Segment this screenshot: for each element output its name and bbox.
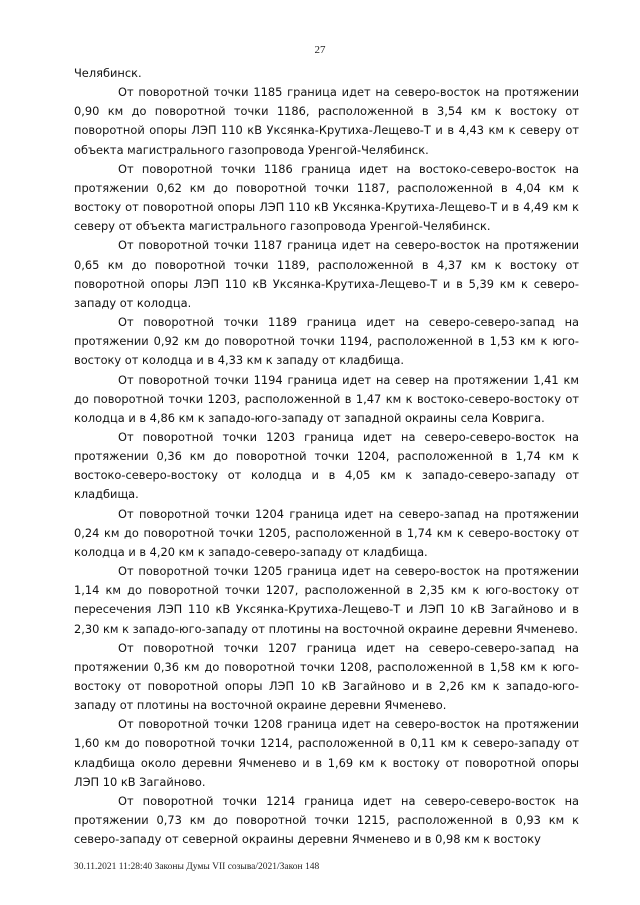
paragraph: От поворотной точки 1187 граница идет на северо-восток на протяжении 0,65 км до поворотной точки 1189, расположенной в 4,37 км к востоку от поворотной опоры ЛЭП 110 кВ Уксянка-Крутиха-Лещево-Т и в 5,39 км к северо-западу от колодца. [74,238,579,310]
paragraph: От поворотной точки 1205 граница идет на северо-восток на протяжении 1,14 км до поворотной точки 1207, расположенной в 2,35 км к юго-востоку от пересечения ЛЭП 110 кВ Уксянка-Крутиха-Лещево-Т и ЛЭП 10 кВ Загайново и в 2,30 км к западо-юго-западу от плотины на восточной окраине деревни Ячменево. [74,564,579,636]
paragraph: От поворотной точки 1189 граница идет на северо-северо-запад на протяжении 0,92 км до поворотной точки 1194, расположенной в 1,53 км к юго-востоку от колодца и в 4,33 км к западу от кладбища. [74,315,579,368]
paragraph: От поворотной точки 1185 граница идет на северо-восток на протяжении 0,90 км до поворотной точки 1186, расположенной в 3,54 км к востоку от поворотной опоры ЛЭП 110 кВ Уксянка-Крутиха-Лещево-Т и в 4,43 км к северу от объекта магистрального газопровода Уренгой-Челябинск. [74,85,579,157]
paragraph: От поворотной точки 1194 граница идет на север на протяжении 1,41 км до поворотной точки 1203, расположенной в 1,47 км к востоко-северо-востоку от колодца и в 4,86 км к западо-юго-западу от западной окраины села Коврига. [74,372,579,425]
paragraph: Челябинск. [74,66,142,80]
paragraph: От поворотной точки 1186 граница идет на востоко-северо-восток на протяжении 0,62 км до поворотной точки 1187, расположенной в 4,04 км к востоку от поворотной опоры ЛЭП 110 кВ Уксянка-Крутиха-Лещево-Т и в 4,49 км к северу от объекта магистрального газопровода Уренгой-Челябинск. [74,161,579,234]
paragraph: От поворотной точки 1214 граница идет на северо-северо-восток на протяжении 0,73 км до поворотной точки 1215, расположенной в 0,93 км к северо-западу от северной окраины деревни Ячменево и в 0,98 км к востоку [74,793,579,847]
document-footer: 30.11.2021 11:28:40 Законы Думы VII созыва/2021/Закон 148 [74,862,320,872]
page-number: 27 [314,44,326,56]
document-body [74,64,579,849]
paragraph: От поворотной точки 1204 граница идет на северо-запад на протяжении 0,24 км до поворотной точки 1205, расположенной в 1,74 км к северо-востоку от колодца и в 4,20 км к западо-северо-западу от кладбища. [74,506,579,559]
paragraph: От поворотной точки 1208 граница идет на северо-восток на протяжении 1,60 км до поворотной точки 1214, расположенной в 0,11 км к северо-западу от кладбища около деревни Ячменево и в 1,69 км к востоку от поворотной опоры ЛЭП 10 кВ Загайново. [74,717,579,789]
paragraph: От поворотной точки 1207 граница идет на северо-северо-запад на протяжении 0,36 км до поворотной точки 1208, расположенной в 1,58 км к юго-востоку от поворотной опоры ЛЭП 10 кВ Загайново и в 2,26 км к западо-юго-западу от плотины на восточной окраине деревни Ячменево. [74,640,579,713]
paragraph: От поворотной точки 1203 граница идет на северо-северо-восток на протяжении 0,36 км до поворотной точки 1204, расположенной в 1,74 км к востоко-северо-востоку от колодца и в 4,05 км к западо-северо-западу от кладбища. [74,429,579,502]
